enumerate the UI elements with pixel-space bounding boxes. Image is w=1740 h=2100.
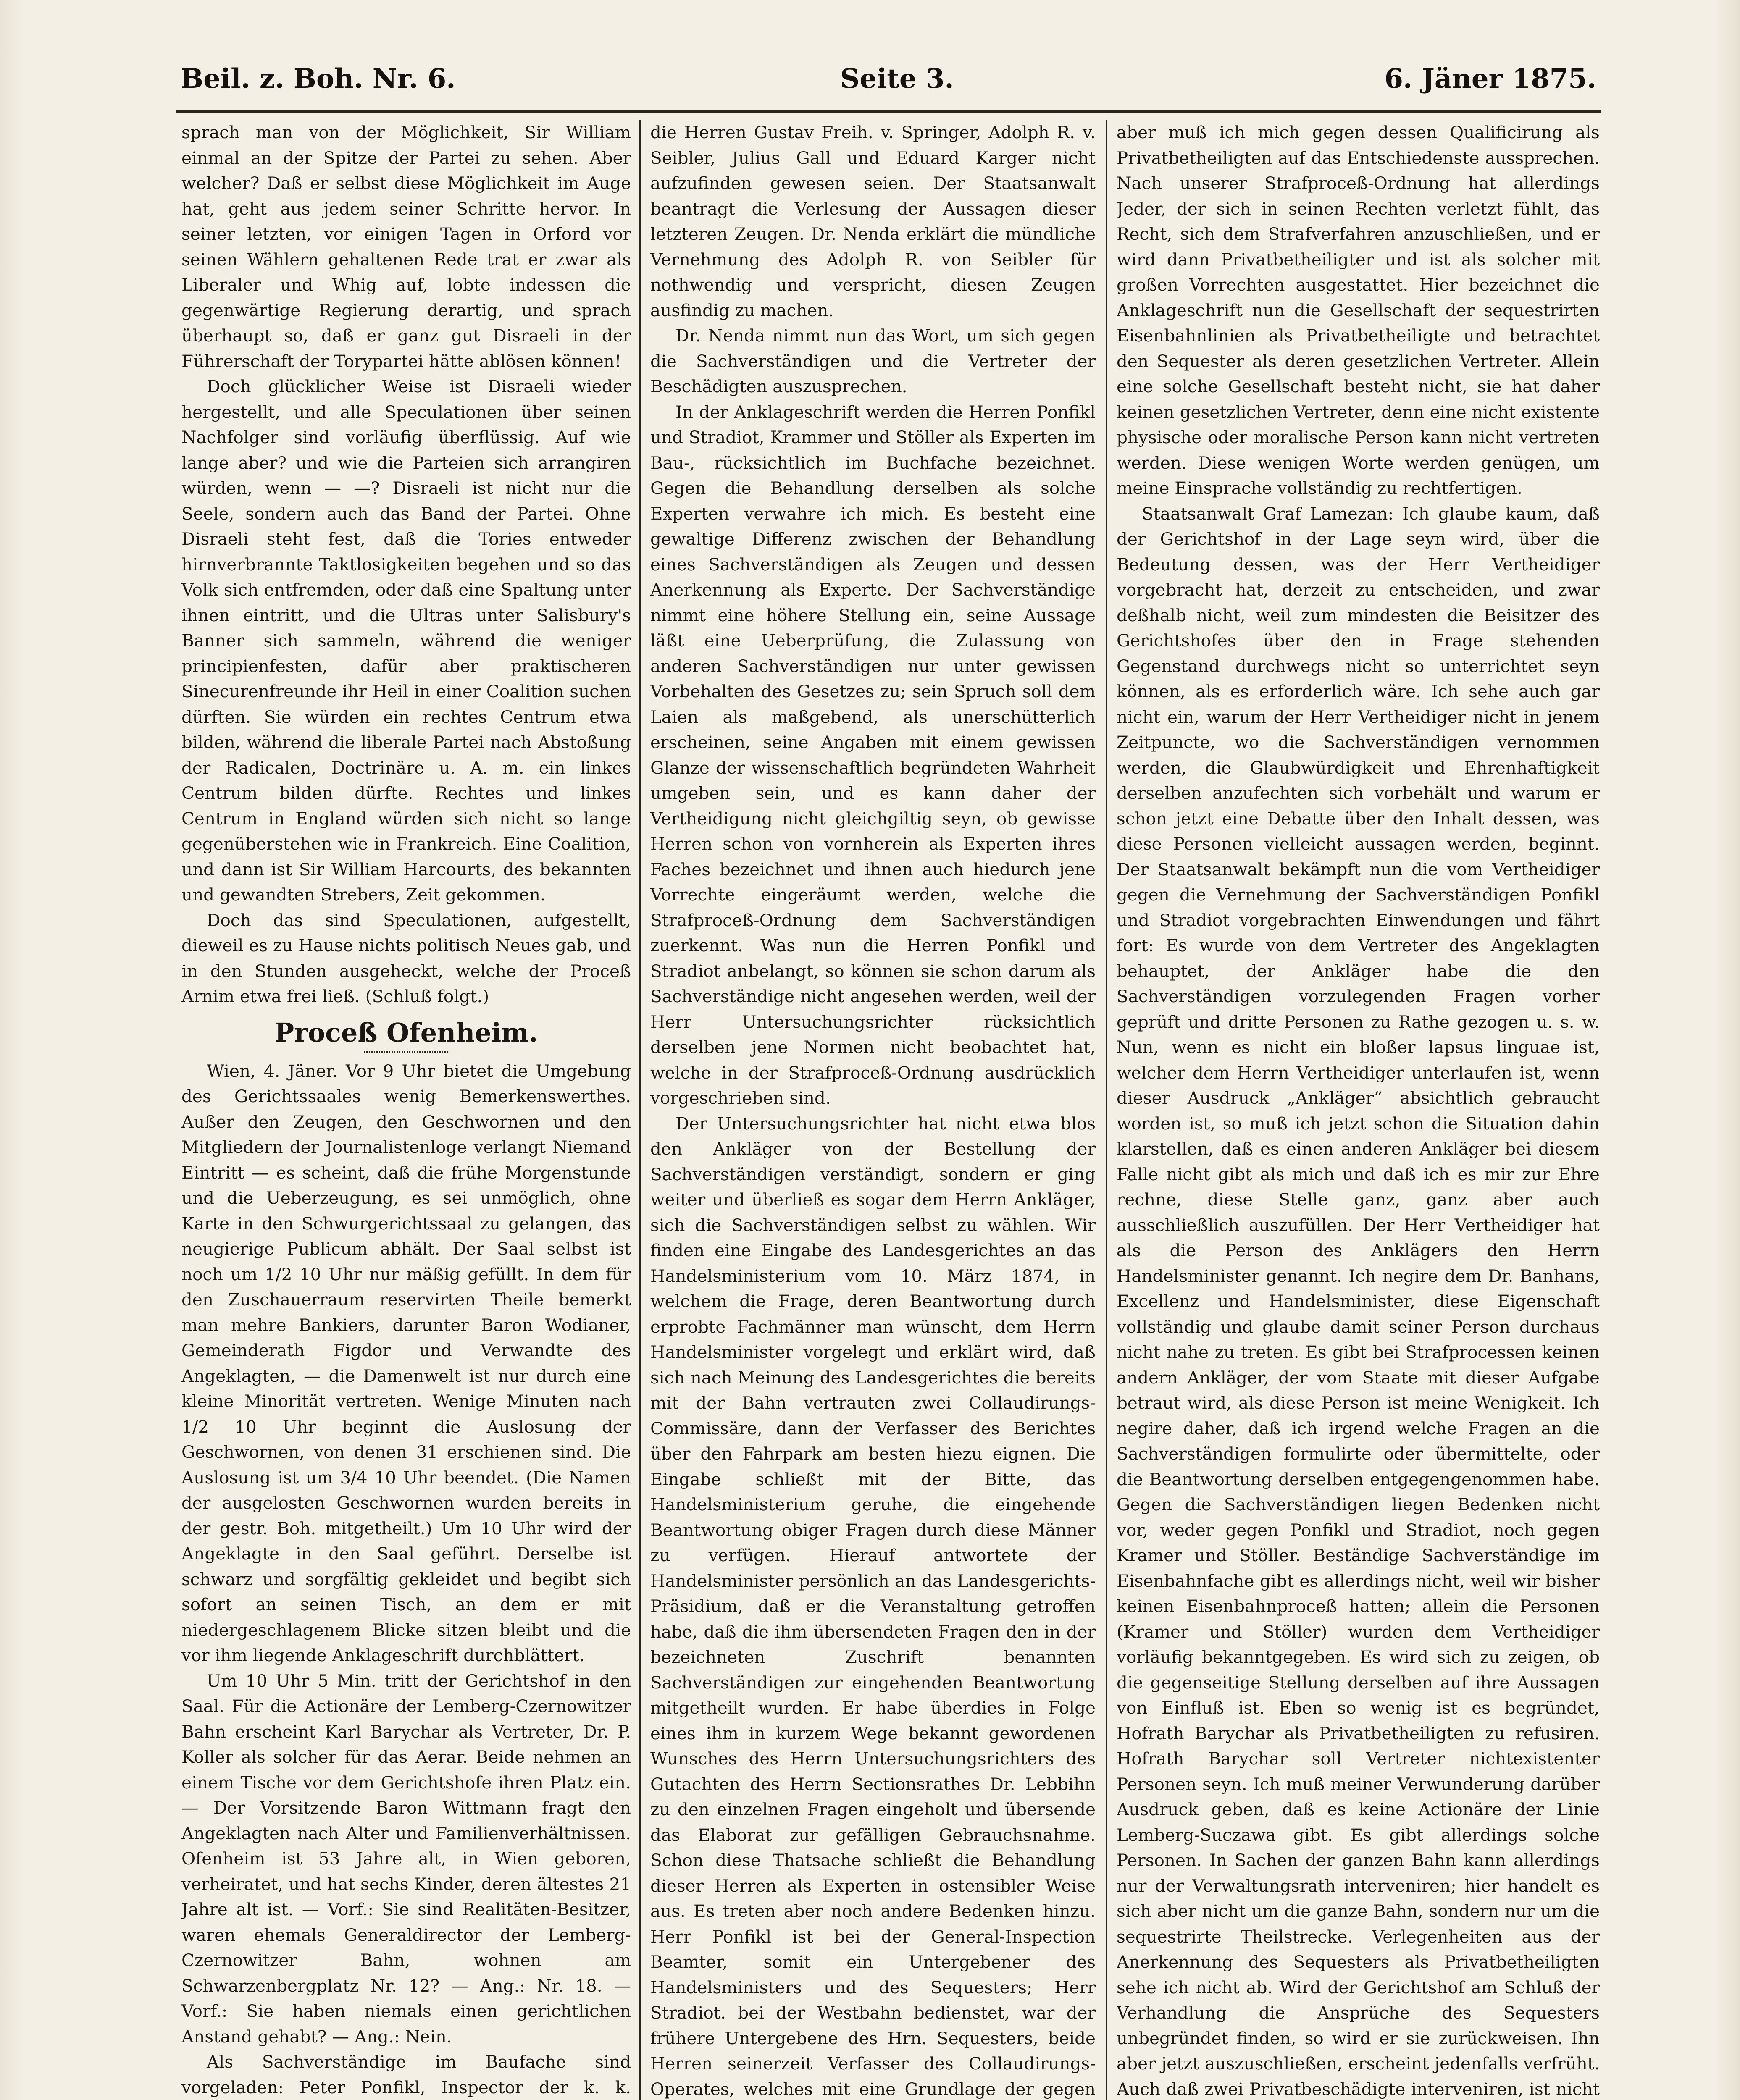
paragraph: sprach man von der Möglichkeit, Sir William einmal an der Spitze der Partei zu sehen. Aber welcher? Daß er selbst diese Möglichkeit im Auge hat, geht aus jedem seiner Schritte hervor. In seiner letzten, vor einigen Tagen in Orford vor seinen Wählern gehaltenen Rede trat er zwar als Liberaler und Whig auf, lobte indessen die gegenwärtige Regierung derartig, und sprach überhaupt so, daß er ganz gut Disraeli in der Führerschaft der Torypartei hätte ablösen können! [181,122,631,371]
column-2 [650,120,1096,2100]
paragraph: Doch glücklicher Weise ist Disraeli wieder hergestellt, und alle Speculationen über seinen Nachfolger sind vorläufig überflüssig. Auf wie lange aber? und wie die Parteien sich arrangiren würden, wenn — —? Disraeli ist nicht nur die Seele, sondern auch das Band der Partei. Ohne Disraeli steht fest, daß die Tories entweder hirnverbrannte Taktlosigkeiten begehen und so das Volk sich entfremden, oder daß eine Spaltung unter ihnen eintritt, und die Ultras unter Salisbury's Banner sich sammeln, während die weniger principienfesten, dafür aber praktischeren Sinecurenfreunde ihr Heil in einer Coalition suchen dürften. Sie würden ein rechtes Centrum etwa bilden, während die liberale Partei nach Abstoßung der Radicalen, Doctrinäre u. A. m. ein linkes Centrum bilden dürfte. Rechtes und linkes Centrum in England würden sich nicht so lange gegenüberstehen wie in Frankreich. Eine Coalition, und dann ist Sir William Harcourts, des bekannten und gewandten Strebers, Zeit gekommen. [181,376,631,905]
paragraph: Doch das sind Speculationen, aufgestellt, dieweil es zu Hause nichts politisch Neues gab, und in den Stunden ausgeheckt, welche der Proceß Arnim etwa frei ließ. (Schluß folgt.) [181,910,631,1006]
column-divider [639,120,641,2100]
paragraph: aber muß ich mich gegen dessen Qualificirung als Privatbetheiligten auf das Entschiedenste aussprechen. Nach unserer Strafproceß-Ordnung hat allerdings Jeder, der sich in seinen Rechten verletzt fühlt, das Recht, sich dem Strafverfahren anzuschließen, und er wird dann Privatbetheiligter und ist als solcher mit großen Vorrechten ausgestattet. Hier bezeichnet die Anklageschrift nun die Gesellschaft der sequestrirten Eisenbahnlinien als Privatbetheiligte und betrachtet den Sequester als deren gesetzlichen Vertreter. Allein eine solche Gesellschaft besteht nicht, sie hat daher keinen gesetzlichen Vertreter, denn eine nicht existente physische oder moralische Person kann nicht vertreten werden. Diese wenigen Worte werden genügen, um meine Einsprache vollständig zu rechtfertigen. [1117,122,1600,498]
header-issue: Beil. z. Boh. Nr. 6. [181,63,456,94]
scan-edge-right [1715,0,1740,2100]
column-1 [181,120,631,2100]
paragraph: Um 10 Uhr 5 Min. tritt der Gerichtshof in den Saal. Für die Actionäre der Lemberg-Czernowitzer Bahn erscheint Karl Barychar als Vertreter, Dr. P. Koller als solcher für das Aerar. Beide nehmen an einem Tische vor dem Gerichtshofe ihren Platz ein. — Der Vorsitzende Baron Wittmann fragt den Angeklagten nach Alter und Familienverhältnissen. Ofenheim ist 53 Jahre alt, in Wien geboren, verheiratet, und hat sechs Kinder, deren ältestes 21 Jahre alt ist. — Vorf.: Sie sind Realitäten-Besitzer, waren ehemals Generaldirector der Lemberg-Czernowitzer Bahn, wohnen am Schwarzenbergplatz Nr. 12? — Ang.: Nr. 18. — Vorf.: Sie haben niemals einen gerichtlichen Anstand gehabt? — Ang.: Nein. [181,1670,631,2047]
paragraph: Der Untersuchungsrichter hat nicht etwa blos den Ankläger von der Bestellung der Sachverständigen verständigt, sondern er ging weiter und überließ es sogar dem Herrn Ankläger, sich die Sachverständigen selbst zu wählen. Wir finden eine Eingabe des Landesgerichtes an das Handelsministerium vom 10. März 1874, in welchem die Frage, deren Beantwortung durch erprobte Fachmänner man wünscht, dem Herrn Handelsminister vorgelegt und erklärt wird, daß sich nach Meinung des Landesgerichtes die bereits mit der Bahn vertrauten zwei Collaudirungs-Commissäre, dann der Verfasser des Berichtes über den Fahrpark am besten hiezu eignen. Die Eingabe schließt mit der Bitte, das Handelsministerium geruhe, die eingehende Beantwortung obiger Fragen durch diese Männer zu verfügen. Hierauf antwortete der Handelsminister persönlich an das Landesgerichts-Präsidium, daß er die Veranstaltung getroffen habe, daß die ihm übersendeten Fragen den in der bezeichneten Zuschrift benannten Sachverständigen zur eingehenden Beantwortung mitgetheilt wurden. Er habe überdies in Folge eines ihm in kurzem Wege bekannt gewordenen Wunsches des Herrn Untersuchungsrichters des Gutachten des Herrn Sectionsrathes Dr. Lebbihn zu den einzelnen Fragen eingeholt und übersende das Elaborat zur gefälligen Gebrauchsnahme. Schon diese Thatsache schließt die Behandlung dieser Herren als Experten in ostensibler Weise aus. Es treten aber noch andere Bedenken hinzu. Herr Ponfikl ist bei der General-Inspection Beamter, somit ein Untergebener des Handelsministers und des Sequesters; Herr Stradiot. bei der Westbahn bedienstet, war der frühere Untergebene des Hrn. Sequesters, beide Herren seinerzeit Verfasser des Collaudirungs-Operates, welches mit eine Grundlage der gegen [650,1113,1096,2099]
section-title: Proceß Ofenheim. [274,1017,538,1048]
paragraph: Wien, 4. Jäner. Vor 9 Uhr bietet die Umgebung des Gerichtssaales wenig Bemerkenswerthes. Außer den Zeugen, den Geschwornen und den Mitgliedern der Journalistenloge verlangt Niemand Eintritt — es scheint, daß die frühe Morgenstunde und die Ueberzeugung, es sei unmöglich, ohne Karte in den Schwurgerichtssaal zu gelangen, das neugierige Publicum abhält. Der Saal selbst ist noch um 1/2 10 Uhr nur mäßig gefüllt. In dem für den Zuschauerraum reservirten Theile bemerkt man mehre Bankiers, darunter Baron Wodianer, Gemeinderath Figdor und Verwandte des Angeklagten, — die Damenwelt ist nur durch eine kleine Minorität vertreten. Wenige Minuten nach 1/2 10 Uhr beginnt die Auslosung der Geschwornen, von denen 31 erschienen sind. Die Auslosung ist um 3/4 10 Uhr beendet. (Die Namen der ausgelosten Geschwornen wurden bereits in der gestr. Boh. mitgetheilt.) Um 10 Uhr wird der Angeklagte in den Saal geführt. Derselbe ist schwarz und sorgfältig gekleidet und begibt sich sofort an seinen Tisch, an dem er mit niedergeschlagenem Blicke sitzen bleibt und die vor ihm liegende Anklageschrift durchblättert. [181,1060,631,1665]
title-ornament [364,1051,448,1053]
paragraph: In der Anklageschrift werden die Herren Ponfikl und Stradiot, Krammer und Stöller als Experten im Bau-, rücksichtlich im Buchfache bezeichnet. Gegen die Behandlung derselben als solche Experten verwahre ich mich. Es besteht eine gewaltige Differenz zwischen der Behandlung eines Sachverständigen als Zeugen und dessen Anerkennung als Experte. Der Sachverständige nimmt eine höhere Stellung ein, seine Aussage läßt eine Ueberprüfung, die Zulassung von anderen Sachverständigen nur unter gewissen Vorbehalten des Gesetzes zu; sein Spruch soll dem Laien als maßgebend, als unerschütterlich erscheinen, seine Angaben mit einem gewissen Glanze der wissenschaftlich begründeten Wahrheit umgeben sein, und es kann daher der Vertheidigung nicht gleichgiltig seyn, ob gewisse Herren schon von vornherein als Experten ihres Faches bezeichnet und ihnen auch hiedurch jene Vorrechte eingeräumt werden, welche die Strafproceß-Ordnung dem Sachverständigen zuerkennt. Was nun die Herren Ponfikl und Stradiot anbelangt, so können sie schon darum als Sachverständige nicht angesehen werden, weil der Herr Untersuchungsrichter rücksichtlich derselben jene Normen nicht beobachtet hat, welche in der Strafproceß-Ordnung ausdrücklich vorgeschrieben sind. [650,402,1096,1108]
header-page-number: Seite 3. [840,63,954,94]
page-header [181,63,1596,109]
header-date: 6. Jäner 1875. [1384,63,1596,94]
paragraph: Staatsanwalt Graf Lamezan: Ich glaube kaum, daß der Gerichtshof in der Lage seyn wird, über die Bedeutung dessen, was der Herr Vertheidiger vorgebracht hat, derzeit zu entscheiden, und zwar deßhalb nicht, weil zum mindesten die Beisitzer des Gerichtshofes über den in Frage stehenden Gegenstand durchwegs nicht so unterrichtet seyn können, als es erforderlich wäre. Ich sehe auch gar nicht ein, warum der Herr Vertheidiger nicht in jenem Zeitpuncte, wo die Sachverständigen vernommen werden, die Glaubwürdigkeit und Ehrenhaftigkeit derselben anzufechten sich vorbehält und warum er schon jetzt eine Debatte über den Inhalt dessen, was diese Personen vielleicht aussagen werden, beginnt. Der Staatsanwalt bekämpft nun die vom Vertheidiger gegen die Vernehmung der Sachverständigen Ponfikl und Stradiot vorgebrachten Einwendungen und fährt fort: Es wurde von dem Vertreter des Angeklagten behauptet, der Ankläger habe die den Sachverständigen vorzulegenden Fragen vorher geprüft und dritte Personen zu Rathe gezogen u. s. w. Nun, wenn es nicht ein bloßer lapsus linguae ist, welcher dem Herrn Vertheidiger unterlaufen ist, wenn dieser Ausdruck „Ankläger“ absichtlich gebraucht worden ist, so muß ich jetzt schon die Situation dahin klarstellen, daß es einen anderen Ankläger bei diesem Falle nicht gibt als mich und daß ich es mir zur Ehre rechne, diese Stelle ganz, ganz aber auch ausschließlich auszufüllen. Der Herr Vertheidiger hat als die Person des Anklägers den Herrn Handelsminister genannt. Ich negire dem Dr. Banhans, Excellenz und Handelsminister, diese Eigenschaft vollständig und glaube damit seiner Person durchaus nicht nahe zu treten. Es gibt bei Strafprocessen keinen andern Ankläger, der vom Staate mit dieser Aufgabe betraut wird, als diese Person ist meine Wenigkeit. Ich negire daher, daß ich irgend welche Fragen an die Sachverständigen formulirte oder übermittelte, oder die Beantwortung derselben entgegengenommen habe. Gegen die Sachverständigen liegen Bedenken nicht vor, weder gegen Ponfikl und Stradiot, noch gegen Kramer und Stöller. Beständige Sachverständige im Eisenbahnfache gibt es allerdings nicht, weil wir bisher keinen Eisenbahnproceß hatten; allein die Personen (Kramer und Stöller) wurden dem Vertheidiger vorläufig bekanntgegeben. Es wird sich zu zeigen, ob die gegenseitige Stellung derselben auf ihre Aussagen von Einfluß ist. Eben so wenig ist es begründet, Hofrath Barychar als Privatbetheiligten zu refusiren. Hofrath Barychar soll Vertreter nichtexistenter Personen seyn. Ich muß meiner Verwunderung darüber Ausdruck geben, daß es keine Actionäre der Linie Lemberg-Suczawa gibt. Es gibt allerdings solche Personen. In Sachen der ganzen Bahn kann allerdings nur der Verwaltungsrath interveniren; hier handelt es sich aber nicht um die ganze Bahn, sondern nur um die sequestrirte Theilstrecke. Verlegenheiten aus der Anerkennung des Sequesters als Privatbetheiligten sehe ich nicht ab. Wird der Gerichtshof am Schluß der Verhandlung die Ansprüche des Sequesters unbegründet finden, so wird er sie zurückweisen. Ihn aber jetzt auszuschließen, erscheint jedenfalls verfrüht. Auch daß zwei Privatbeschädigte interveniren, ist nicht [1117,503,1600,2099]
column-3 [1117,120,1600,2100]
header-rule [176,110,1601,113]
paragraph: die Herren Gustav Freih. v. Springer, Adolph R. v. Seibler, Julius Gall und Eduard Karger nicht aufzufinden gewesen seien. Der Staatsanwalt beantragt die Verlesung der Aussagen dieser letzteren Zeugen. Dr. Nenda erklärt die mündliche Vernehmung des Adolph R. von Seibler für nothwendig und verspricht, diesen Zeugen ausfindig zu machen. [650,122,1096,320]
column-divider [1106,120,1107,2100]
paragraph: Als Sachverständige im Baufache sind vorgeladen: Peter Ponfikl, Inspector der k. k. [181,2052,631,2097]
paragraph: Dr. Nenda nimmt nun das Wort, um sich gegen die Sachverständigen und die Vertreter der Beschädigten auszusprechen. [650,326,1096,396]
scan-edge-left [0,0,25,2100]
